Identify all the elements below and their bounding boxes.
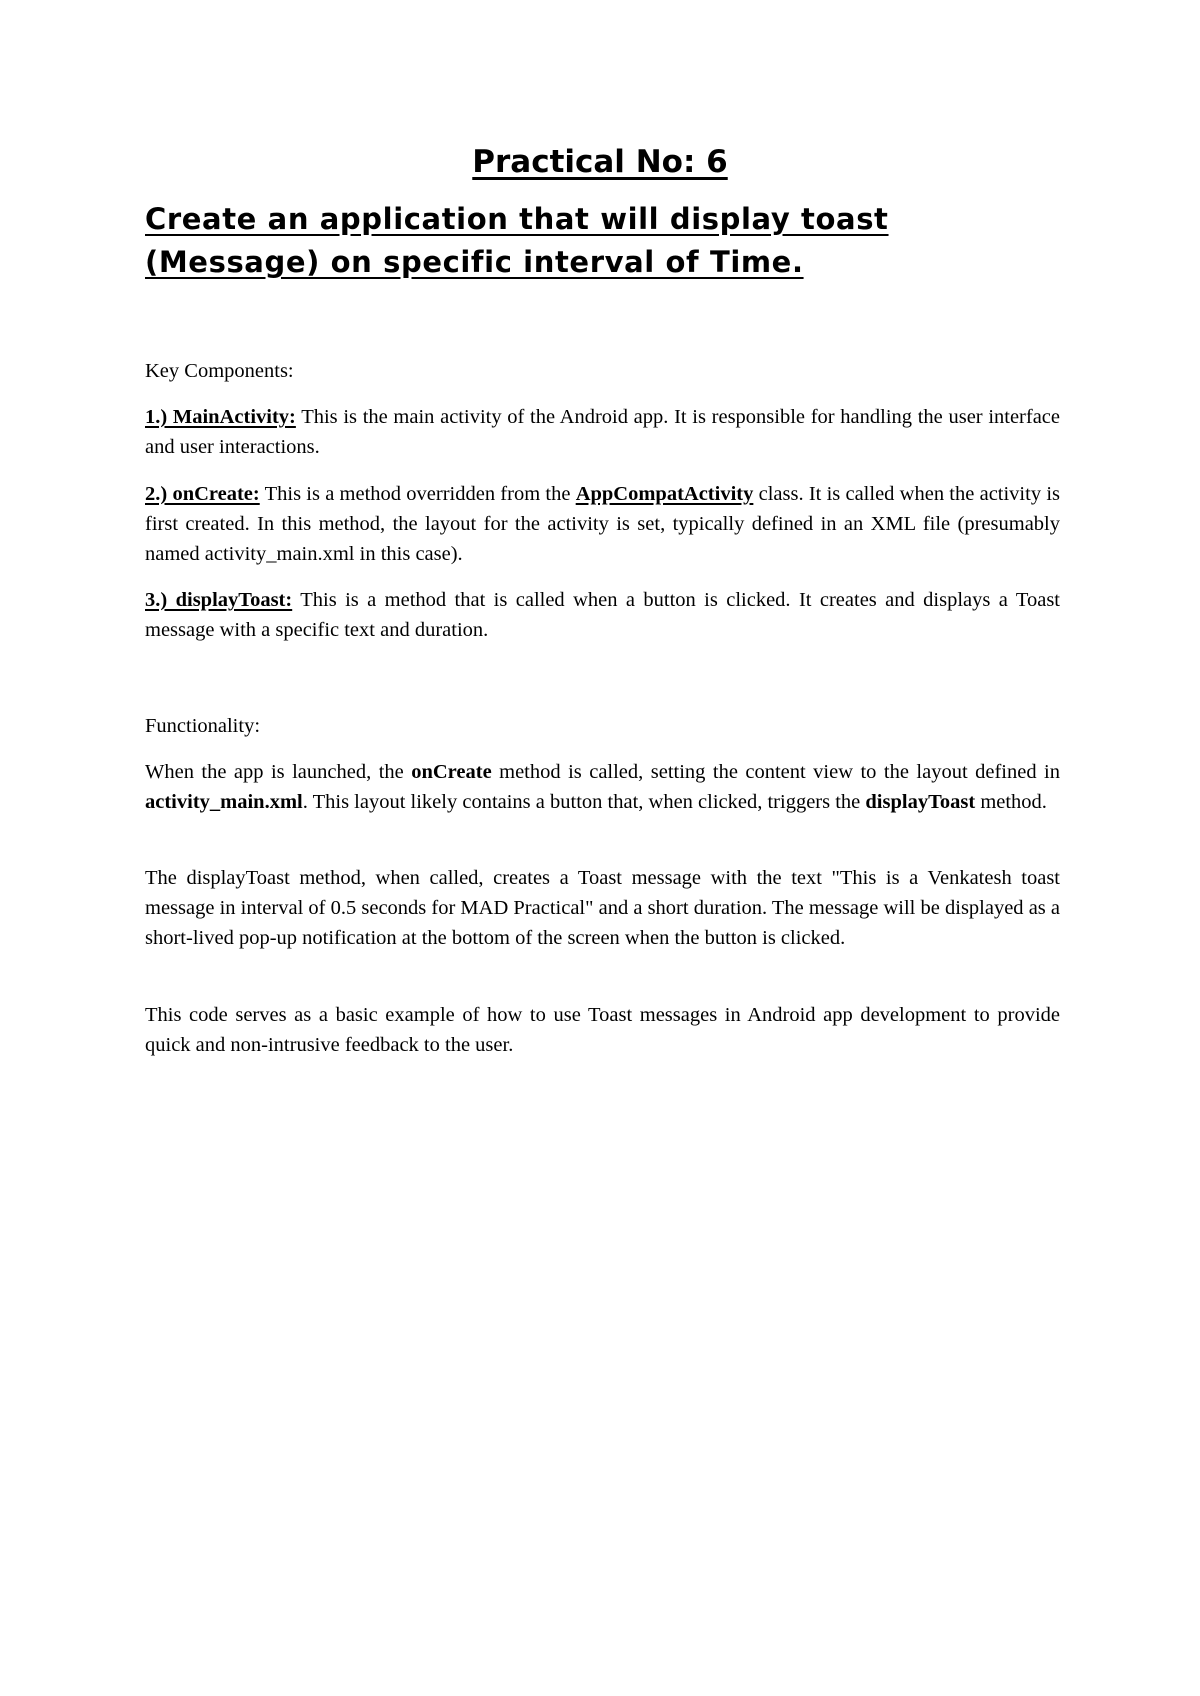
paragraph-text: . This layout likely contains a button that, when clicked, triggers the	[302, 791, 866, 813]
class-name-emphasis: AppCompatActivity	[575, 483, 754, 505]
component-text: This is a method overridden from the	[259, 483, 576, 505]
bold-term: onCreate	[411, 761, 492, 783]
paragraph-text: method.	[975, 791, 1047, 813]
component-item-oncreate	[145, 479, 1060, 569]
component-text: This is a method that is called when a button is clicked. It creates and displays a Toast message with a specific text and duration.	[145, 589, 1061, 641]
component-text: This is the main activity of the Android app. It is responsible for handling the user interface and user interactions.	[145, 406, 1061, 458]
bold-term: activity_main.xml	[145, 791, 303, 813]
bold-term: displayToast	[865, 791, 976, 813]
functionality-paragraph-2: The displayToast method, when called, creates a Toast message with the text "This is a Venkatesh toast message in interval of 0.5 seconds for MAD Practical" and a short duration. The message will be displayed as a short-lived pop-up notification at the bottom of the screen when the button is clicked.	[145, 867, 1060, 949]
component-item-displaytoast	[145, 585, 1060, 645]
functionality-paragraph-3: This code serves as a basic example of how to use Toast messages in Android app development to provide quick and non-intrusive feedback to the user.	[145, 1004, 1060, 1056]
component-text: class. It is called when the activity is first created. In this method, the layout for the activity is set, typically defined in an XML file (presumably named activity_main.xml in this case).	[145, 483, 1060, 565]
functionality-paragraph-1	[145, 757, 1060, 817]
component-label: 3.) displayToast:	[145, 589, 293, 611]
paragraph-text: method is called, setting the content view to the layout defined in	[491, 761, 1060, 783]
page-title: Practical No: 6	[472, 144, 728, 180]
page-subtitle: Create an application that will display toast (Message) on specific interval of Time.	[145, 202, 889, 279]
functionality-heading: Functionality:	[145, 715, 261, 737]
key-components-heading: Key Components:	[145, 360, 294, 382]
paragraph-text: When the app is launched, the	[145, 761, 412, 783]
component-item-mainactivity	[145, 402, 1060, 462]
component-label: 2.) onCreate:	[145, 483, 260, 505]
component-label: 1.) MainActivity:	[145, 406, 296, 428]
